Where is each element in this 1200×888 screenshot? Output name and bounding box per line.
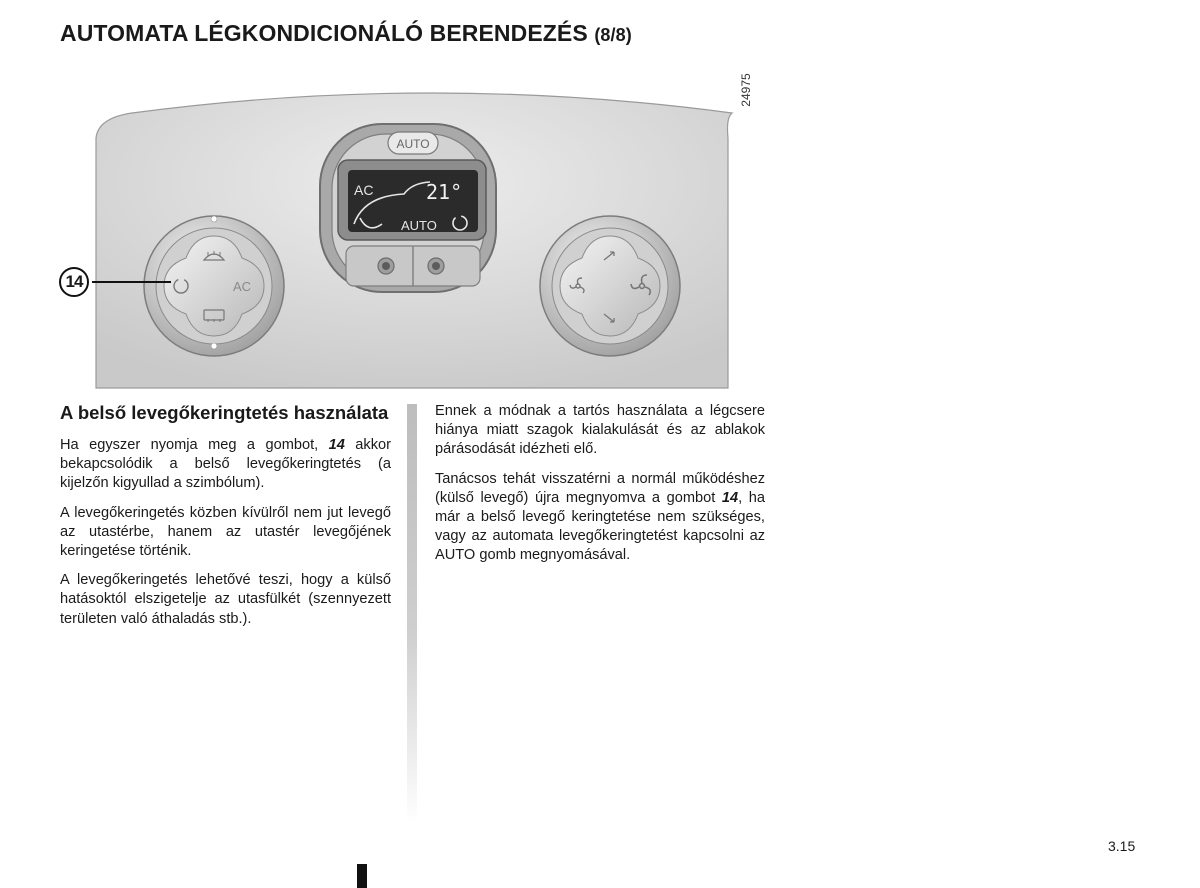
display-ac-text: AC <box>354 182 374 198</box>
left-knob-ac-label: AC <box>233 279 252 294</box>
left-paragraph-3: A levegőkeringetés lehetővé teszi, hogy a külső hatásoktól elszigetelje az utasfülkét (szennyezett területen való áthaladás stb.). <box>60 572 391 627</box>
button-ref-14: 14 <box>721 489 739 506</box>
left-paragraph-2: A levegőkeringetés közben kívülről nem jut levegő az utastérbe, hanem az utastér levegőjének keringetése történik. <box>60 504 391 560</box>
page-number: 3.15 <box>1108 838 1136 854</box>
climate-control-illustration <box>92 78 772 390</box>
display-temperature: 21° <box>426 180 463 204</box>
figure-id: 24975 <box>739 73 753 107</box>
callout-14: 14 <box>59 267 89 297</box>
right-paragraph-1: Ennek a módnak a tartós használata a légcsere hiánya miatt szagok kialakulását és az ablakok párásodását idézheti elő. <box>435 403 765 458</box>
right-paragraph-2: Tanácsos tehát visszatérni a normál működéshez (külső levegő) újra megnyomva a gombot 14, ha már a belső levegő keringtetése nem szükséges, vagy az automata levegőkeringtetést kapcsolni az AUTO gomb megnyomásával. <box>435 470 765 564</box>
right-column <box>435 402 765 576</box>
left-column <box>60 402 391 639</box>
page-title <box>60 20 632 47</box>
column-divider <box>407 404 417 824</box>
auto-button-label: AUTO <box>396 137 430 151</box>
display-auto-text: AUTO <box>401 218 437 233</box>
section-heading: A belső levegőkeringtetés használata <box>60 402 389 423</box>
page-edge-marker <box>357 864 367 888</box>
left-paragraph-1: Ha egyszer nyomja meg a gombot, 14 akkor bekapcsolódik a belső levegőkeringtetés (a kijelzőn kigyullad a szimbólum). <box>60 437 391 492</box>
title-main: AUTOMATA LÉGKONDICIONÁLÓ BERENDEZÉS <box>60 20 588 46</box>
title-part: (8/8) <box>594 25 632 45</box>
button-ref-14: 14 <box>328 437 345 453</box>
